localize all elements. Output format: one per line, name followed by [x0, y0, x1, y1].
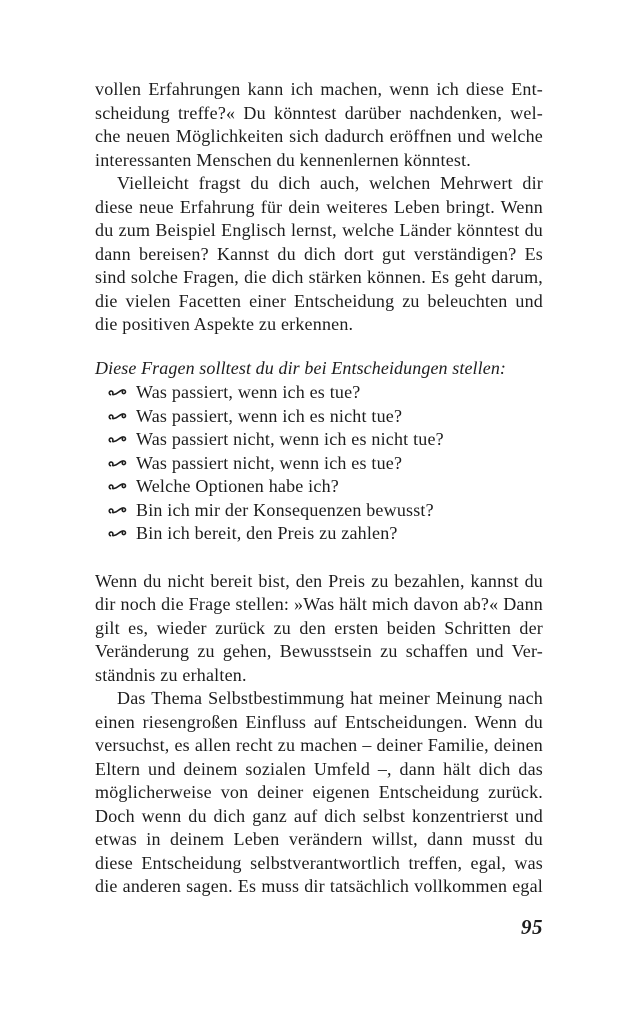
list-item-text: Was passiert nicht, wenn ich es tue? — [136, 452, 403, 473]
fleuron-bullet-icon — [108, 528, 127, 539]
text-line: che neuen Möglichkeiten sich dadurch eröffnen und welche — [95, 126, 543, 146]
text-column — [95, 78, 543, 899]
text-line: vollen Erfahrungen kann ich machen, wenn ich diese Ent- — [95, 79, 543, 99]
list-item — [95, 499, 543, 523]
text-line: dann bereisen? Kannst du dich dort gut verständigen? Es — [95, 243, 543, 264]
text-line: diese Entscheidung selbstverantwortlich treffen, egal, was — [95, 852, 543, 873]
list-item-text: Bin ich bereit, den Preis zu zahlen? — [136, 523, 398, 543]
text-line: Diese Fragen solltest du dir bei Entscheidungen stellen: — [95, 357, 507, 378]
list-item — [95, 452, 543, 476]
list-item — [95, 475, 543, 499]
paragraph-block — [95, 687, 543, 899]
paragraph-block — [95, 172, 543, 337]
text-line: die vielen Facetten einer Entscheidung zu beleuchten und — [95, 290, 543, 311]
list-item — [95, 405, 543, 429]
text-line: sind solche Fragen, die dich stärken können. Es geht darum, — [95, 267, 543, 287]
text-line: die positiven Aspekte zu erkennen. — [95, 314, 354, 334]
list-item-text: Was passiert, wenn ich es tue? — [136, 382, 361, 402]
list-item-text: Was passiert, wenn ich es nicht tue? — [136, 405, 403, 426]
fleuron-bullet-icon — [108, 387, 127, 398]
text-line: Vielleicht fragst du dich auch, welchen Mehrwert dir — [117, 173, 543, 193]
list-item-text: Welche Optionen habe ich? — [136, 476, 339, 496]
list-item — [95, 522, 543, 546]
text-line: versuchst, es allen recht zu machen – deiner Familie, deinen — [95, 735, 543, 755]
heading-block — [95, 357, 543, 381]
text-line: Eltern und deinem sozialen Umfeld –, dann hält dich das — [95, 758, 543, 779]
text-line: dir noch die Frage stellen: »Was hält mich davon ab?« Dann — [95, 594, 543, 614]
text-line: die anderen sagen. Es muss dir tatsächlich vollkommen egal — [95, 876, 543, 896]
fleuron-bullet-icon — [108, 411, 127, 422]
page-number: 95 — [521, 914, 543, 939]
question-list — [95, 381, 543, 546]
text-line: interessanten Menschen du kennenlernen könntest. — [95, 149, 471, 170]
fleuron-bullet-icon — [108, 434, 127, 445]
text-line: etwas in deinem Leben verändern willst, dann musst du — [95, 829, 543, 849]
text-line: Veränderung zu gehen, Bewusstsein zu schaffen und Ver- — [95, 641, 543, 661]
text-line: gilt es, wieder zurück zu den ersten beiden Schritten der — [95, 617, 543, 638]
text-line: diese neue Erfahrung für dein weiteres Leben bringt. Wenn — [95, 196, 543, 217]
paragraph-block — [95, 78, 543, 172]
text-line: Das Thema Selbstbestimmung hat meiner Meinung nach — [117, 688, 543, 708]
fleuron-bullet-icon — [108, 481, 127, 492]
paragraph-block — [95, 570, 543, 688]
fleuron-bullet-icon — [108, 505, 127, 516]
text-line: einen riesengroßen Einfluss auf Entscheidungen. Wenn du — [95, 711, 543, 732]
text-line: ständnis zu erhalten. — [95, 664, 247, 685]
text-line: möglicherweise von deiner eigenen Entscheidung zurück. — [95, 782, 543, 802]
text-line: scheidung treffe?« Du könntest darüber nachdenken, wel- — [95, 102, 543, 123]
text-line: Doch wenn du dich ganz auf dich selbst konzentrierst und — [95, 805, 543, 826]
text-line: Wenn du nicht bereit bist, den Preis zu bezahlen, kannst du — [95, 570, 543, 591]
fleuron-bullet-icon — [108, 458, 127, 469]
list-item-text: Was passiert nicht, wenn ich es nicht tue? — [136, 429, 444, 449]
list-item — [95, 428, 543, 452]
list-item — [95, 381, 543, 405]
list-item-text: Bin ich mir der Konsequenzen bewusst? — [136, 499, 434, 520]
text-line: du zum Beispiel Englisch lernst, welche Länder könntest du — [95, 220, 543, 240]
